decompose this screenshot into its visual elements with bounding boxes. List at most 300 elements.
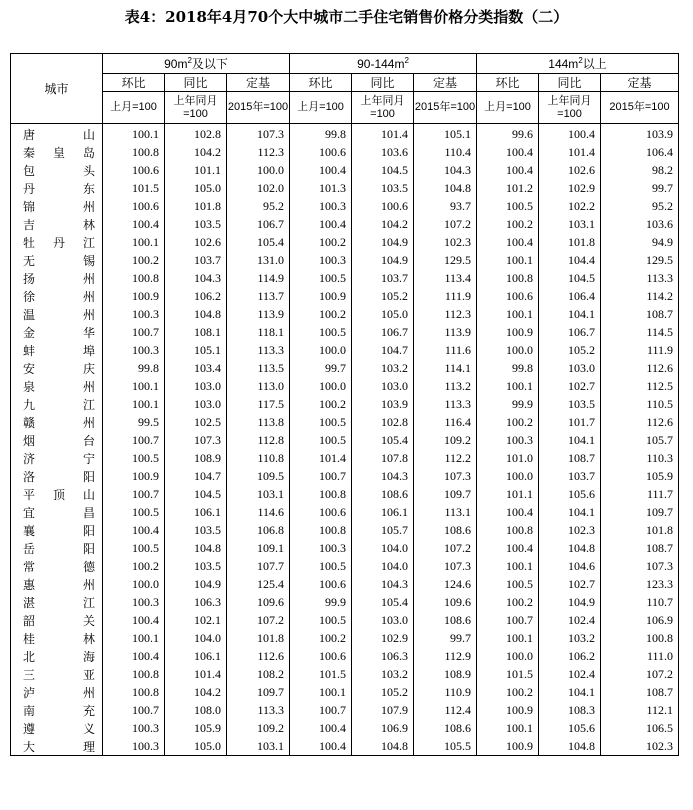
city-char: 包 [23,163,36,178]
sub-header: 同比 [165,74,227,92]
city-char: 昌 [82,505,95,520]
value-cell: 100.3 [103,737,165,756]
value-cell: 100.0 [290,377,352,395]
value-cell: 100.4 [477,161,539,179]
value-cell: 99.8 [103,359,165,377]
value-cell: 100.2 [103,557,165,575]
value-cell: 100.7 [290,701,352,719]
value-cell: 100.1 [103,124,165,144]
table-row [11,593,679,611]
table-header [11,54,679,124]
value-cell: 110.8 [227,449,290,467]
value-cell: 102.7 [539,377,601,395]
city-cell [11,197,103,215]
sub-header: 环比 [290,74,352,92]
city-char: 吉 [23,217,36,232]
value-cell: 100.0 [477,647,539,665]
value-cell: 112.9 [414,647,477,665]
value-cell: 108.7 [601,305,679,323]
city-char: 埠 [82,343,95,358]
city-char: 秦 [23,145,36,160]
value-cell: 100.5 [290,431,352,449]
value-cell: 111.9 [414,287,477,305]
city-char: 州 [82,199,95,214]
value-cell: 106.1 [352,503,414,521]
value-cell: 100.4 [290,161,352,179]
value-cell: 104.7 [352,341,414,359]
city-char: 台 [82,433,95,448]
value-cell: 106.4 [601,143,679,161]
city-char: 宁 [82,451,95,466]
city-cell [11,251,103,269]
value-cell: 109.1 [227,539,290,557]
city-cell [11,521,103,539]
table-row [11,377,679,395]
table-row [11,485,679,503]
value-cell: 100.6 [290,575,352,593]
table-row [11,557,679,575]
city-char: 岳 [23,541,36,556]
value-cell: 100.2 [477,683,539,701]
value-cell: 103.5 [165,521,227,539]
value-cell: 103.1 [227,485,290,503]
group-header-medium: $90-144m^2$ [290,54,477,74]
value-cell: 101.5 [103,179,165,197]
value-cell: 104.8 [352,737,414,756]
value-cell: 102.3 [414,233,477,251]
value-cell: 104.8 [414,179,477,197]
value-cell: 104.5 [539,269,601,287]
table-row [11,629,679,647]
value-cell: 100.2 [477,413,539,431]
value-cell: 111.0 [601,647,679,665]
value-cell: 105.6 [539,719,601,737]
value-cell: 101.5 [477,665,539,683]
value-cell: 101.8 [539,233,601,251]
city-cell [11,611,103,629]
city-char: 阳 [82,469,95,484]
base-header: 上月=100 [290,92,352,124]
city-char: 扬 [23,271,36,286]
value-cell: 100.5 [103,539,165,557]
value-cell: 112.6 [601,359,679,377]
value-cell: 108.6 [414,521,477,539]
value-cell: 107.3 [165,431,227,449]
value-cell: 100.8 [477,521,539,539]
base-header: 上月=100 [103,92,165,124]
city-char: 赣 [23,415,36,430]
city-char: 湛 [23,595,36,610]
city-cell [11,233,103,251]
value-cell: 100.4 [477,143,539,161]
city-char: 丹 [23,181,36,196]
value-cell: 106.3 [352,647,414,665]
value-cell: 103.7 [352,269,414,287]
value-cell: 99.6 [477,124,539,144]
city-char: 海 [82,649,95,664]
city-cell [11,269,103,287]
table-row [11,575,679,593]
value-cell: 100.9 [290,287,352,305]
city-char: 岛 [82,145,95,160]
value-cell: 113.2 [414,377,477,395]
base-header: 上月=100 [477,92,539,124]
city-char: 大 [23,739,36,754]
value-cell: 105.1 [414,124,477,144]
value-cell: 100.1 [477,377,539,395]
value-cell: 105.2 [539,341,601,359]
value-cell: 104.8 [165,539,227,557]
city-char: 平 [23,487,36,502]
value-cell: 113.7 [227,287,290,305]
table-row [11,179,679,197]
city-char: 州 [82,271,95,286]
city-cell [11,377,103,395]
value-cell: 94.9 [601,233,679,251]
city-char: 无 [23,253,36,268]
value-cell: 100.7 [103,485,165,503]
value-cell: 106.7 [227,215,290,233]
value-cell: 100.1 [477,557,539,575]
base-header: 上年同月=100 [539,92,601,124]
value-cell: 100.4 [290,737,352,756]
value-cell: 106.8 [227,521,290,539]
city-cell [11,503,103,521]
value-cell: 103.7 [539,467,601,485]
value-cell: 106.3 [165,593,227,611]
value-cell: 105.4 [227,233,290,251]
city-char: 襄 [23,523,36,538]
city-char: 常 [23,559,36,574]
city-char: 烟 [23,433,36,448]
value-cell: 109.7 [414,485,477,503]
value-cell: 117.5 [227,395,290,413]
table-row [11,449,679,467]
value-cell: 112.6 [601,413,679,431]
city-char: 宜 [23,505,36,520]
value-cell: 103.2 [539,629,601,647]
city-char: 华 [82,325,95,340]
value-cell: 103.7 [165,251,227,269]
city-char: 洛 [23,469,36,484]
value-cell: 100.3 [290,197,352,215]
value-cell: 112.2 [414,449,477,467]
value-cell: 102.6 [165,233,227,251]
table-row [11,431,679,449]
price-index-table [10,53,679,756]
value-cell: 112.1 [601,701,679,719]
value-cell: 100.8 [601,629,679,647]
value-cell: 104.7 [165,467,227,485]
value-cell: 100.6 [103,161,165,179]
value-cell: 106.9 [601,611,679,629]
city-char: 州 [82,307,95,322]
value-cell: 104.3 [352,575,414,593]
value-cell: 104.1 [539,305,601,323]
value-cell: 107.2 [414,539,477,557]
sub-header: 同比 [539,74,601,92]
value-cell: 99.9 [290,593,352,611]
table-row [11,341,679,359]
value-cell: 103.0 [352,377,414,395]
value-cell: 100.4 [290,215,352,233]
city-cell [11,647,103,665]
table-row [11,161,679,179]
value-cell: 100.8 [290,485,352,503]
value-cell: 104.1 [539,431,601,449]
value-cell: 109.2 [227,719,290,737]
value-cell: 100.8 [103,683,165,701]
value-cell: 103.6 [601,215,679,233]
value-cell: 108.6 [414,719,477,737]
value-cell: 100.1 [477,305,539,323]
city-char: 州 [82,379,95,394]
city-cell [11,593,103,611]
sub-header: 定基 [227,74,290,92]
city-char: 泉 [23,379,36,394]
city-char: 北 [23,649,36,664]
city-char: 江 [82,235,95,250]
value-cell: 100.5 [477,575,539,593]
city-char: 阳 [82,523,95,538]
city-char: 丹 [52,235,65,250]
value-cell: 100.4 [103,521,165,539]
city-cell [11,179,103,197]
city-char: 韶 [23,613,36,628]
value-cell: 112.8 [227,431,290,449]
base-header: 2015年=100 [227,92,290,124]
value-cell: 106.5 [601,719,679,737]
value-cell: 109.6 [227,593,290,611]
city-char: 唐 [23,128,36,142]
value-cell: 100.5 [290,557,352,575]
value-cell: 100.4 [539,124,601,144]
value-cell: 100.1 [477,629,539,647]
value-cell: 105.0 [165,737,227,756]
value-cell: 105.1 [165,341,227,359]
value-cell: 103.0 [352,611,414,629]
value-cell: 102.4 [539,611,601,629]
value-cell: 107.2 [601,665,679,683]
value-cell: 100.8 [290,521,352,539]
city-cell [11,701,103,719]
value-cell: 105.6 [539,485,601,503]
value-cell: 104.9 [165,575,227,593]
value-cell: 102.1 [165,611,227,629]
value-cell: 106.2 [165,287,227,305]
value-cell: 99.7 [414,629,477,647]
value-cell: 113.3 [227,701,290,719]
table-row [11,287,679,305]
city-char: 州 [82,685,95,700]
value-cell: 101.1 [165,161,227,179]
sub-header: 环比 [477,74,539,92]
city-char: 遵 [23,721,36,736]
city-cell [11,719,103,737]
value-cell: 113.9 [414,323,477,341]
table-row [11,233,679,251]
value-cell: 100.4 [290,719,352,737]
value-cell: 100.1 [290,683,352,701]
value-cell: 113.5 [227,359,290,377]
value-cell: 105.4 [352,431,414,449]
value-cell: 100.4 [477,233,539,251]
value-cell: 107.3 [227,124,290,144]
group-header-small: $90m^2$及以下 [103,54,290,74]
value-cell: 102.3 [539,521,601,539]
value-cell: 105.9 [165,719,227,737]
value-cell: 113.1 [414,503,477,521]
city-column-header: 城市 [11,54,103,124]
value-cell: 100.9 [477,737,539,756]
base-header: 上年同月=100 [165,92,227,124]
city-char: 江 [82,397,95,412]
value-cell: 103.9 [352,395,414,413]
city-cell [11,539,103,557]
value-cell: 100.2 [290,395,352,413]
city-char: 关 [82,613,95,628]
value-cell: 114.2 [601,287,679,305]
table-row [11,323,679,341]
value-cell: 103.6 [352,143,414,161]
value-cell: 100.6 [352,197,414,215]
value-cell: 104.9 [352,251,414,269]
value-cell: 108.0 [165,701,227,719]
city-char: 锦 [23,199,36,214]
city-char: 庆 [82,361,95,376]
table-row [11,647,679,665]
value-cell: 100.3 [103,719,165,737]
table-row [11,269,679,287]
value-cell: 104.8 [539,539,601,557]
value-cell: 114.9 [227,269,290,287]
value-cell: 109.6 [414,593,477,611]
value-cell: 101.7 [539,413,601,431]
value-cell: 100.0 [290,341,352,359]
value-cell: 105.7 [352,521,414,539]
value-cell: 106.1 [165,503,227,521]
city-cell [11,737,103,756]
value-cell: 108.3 [539,701,601,719]
city-cell [11,359,103,377]
value-cell: 105.7 [601,431,679,449]
city-char: 惠 [23,577,36,592]
value-cell: 100.8 [477,269,539,287]
value-cell: 106.7 [352,323,414,341]
value-cell: 102.2 [539,197,601,215]
city-cell [11,575,103,593]
value-cell: 100.7 [103,701,165,719]
city-char: 头 [82,163,95,178]
value-cell: 101.1 [477,485,539,503]
table-row [11,719,679,737]
table-row [11,503,679,521]
value-cell: 108.7 [539,449,601,467]
value-cell: 100.3 [103,341,165,359]
value-cell: 104.0 [352,539,414,557]
value-cell: 102.8 [165,124,227,144]
table-row [11,683,679,701]
table-row [11,737,679,756]
value-cell: 107.9 [352,701,414,719]
value-cell: 101.4 [352,124,414,144]
value-cell: 99.5 [103,413,165,431]
value-cell: 108.2 [227,665,290,683]
value-cell: 101.3 [290,179,352,197]
city-cell [11,485,103,503]
value-cell: 101.0 [477,449,539,467]
city-cell [11,395,103,413]
value-cell: 104.3 [352,467,414,485]
value-cell: 108.6 [352,485,414,503]
value-cell: 106.4 [539,287,601,305]
value-cell: 103.2 [352,665,414,683]
value-cell: 102.5 [165,413,227,431]
value-cell: 100.3 [477,431,539,449]
table-row [11,124,679,144]
city-char: 南 [23,703,36,718]
value-cell: 100.8 [103,143,165,161]
table-row [11,197,679,215]
value-cell: 101.5 [290,665,352,683]
table-row [11,251,679,269]
value-cell: 113.3 [414,395,477,413]
value-cell: 100.0 [477,341,539,359]
value-cell: 108.9 [165,449,227,467]
value-cell: 107.2 [414,215,477,233]
value-cell: 100.5 [103,449,165,467]
value-cell: 105.2 [352,683,414,701]
value-cell: 100.9 [477,701,539,719]
group-header-large: $144m^2$以上 [477,54,679,74]
value-cell: 100.4 [103,647,165,665]
city-char: 山 [82,128,95,142]
table-row [11,395,679,413]
base-header: 2015年=100 [414,92,477,124]
page-title: 表4：2018年4月70个大中城市二手住宅销售价格分类指数（二） [124,8,569,26]
value-cell: 108.7 [601,683,679,701]
city-char: 桂 [23,631,36,646]
value-cell: 101.2 [477,179,539,197]
value-cell: 103.2 [352,359,414,377]
value-cell: 101.4 [539,143,601,161]
value-cell: 100.2 [290,233,352,251]
value-cell: 100.1 [477,719,539,737]
value-cell: 100.0 [227,161,290,179]
value-cell: 104.2 [165,683,227,701]
value-cell: 108.1 [165,323,227,341]
value-cell: 100.1 [103,395,165,413]
value-cell: 110.9 [414,683,477,701]
value-cell: 100.4 [103,611,165,629]
value-cell: 103.9 [601,124,679,144]
value-cell: 100.6 [477,287,539,305]
value-cell: 111.6 [414,341,477,359]
value-cell: 100.1 [103,377,165,395]
city-char: 州 [82,415,95,430]
city-char: 皇 [52,145,65,160]
city-char: 林 [82,217,95,232]
value-cell: 104.2 [352,215,414,233]
value-cell: 104.8 [539,737,601,756]
value-cell: 106.9 [352,719,414,737]
value-cell: 104.8 [165,305,227,323]
value-cell: 112.4 [414,701,477,719]
value-cell: 100.7 [103,431,165,449]
value-cell: 99.7 [290,359,352,377]
value-cell: 102.3 [601,737,679,756]
value-cell: 99.7 [601,179,679,197]
